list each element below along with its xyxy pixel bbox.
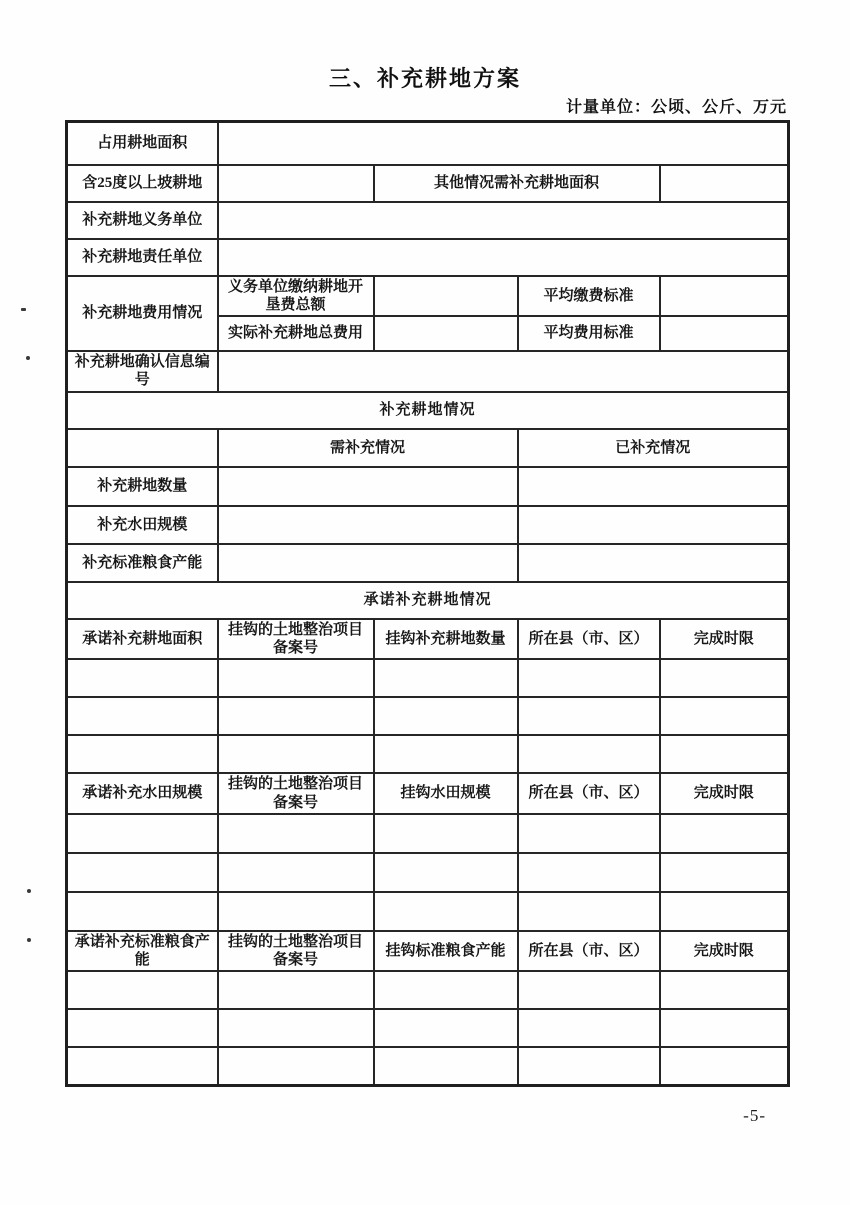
table-row: [67, 931, 789, 972]
commit-grain-county-label: 所在县（市、区）: [518, 931, 660, 972]
grain-needed-cell: [218, 544, 518, 582]
empty-cell: [218, 1009, 374, 1047]
confirm-number-value-cell: [218, 351, 789, 392]
avg-payment-label: 平均缴费标准: [518, 276, 660, 317]
empty-cell: [67, 971, 218, 1009]
scan-speck: [26, 356, 30, 360]
quantity-needed-cell: [218, 467, 518, 506]
table-row: [67, 619, 789, 660]
reclaim-fee-value-cell: [374, 276, 518, 317]
table-row: [67, 544, 789, 582]
table-row: [67, 853, 789, 892]
table-row: [67, 971, 789, 1009]
form-table: [65, 120, 790, 1087]
empty-cell: [218, 1047, 374, 1085]
empty-cell: [374, 892, 518, 931]
quantity-done-cell: [518, 467, 789, 506]
empty-cell: [218, 853, 374, 892]
empty-cell: [218, 659, 374, 697]
grain-done-cell: [518, 544, 789, 582]
commit-paddy-deadline-label: 完成时限: [660, 773, 789, 814]
empty-cell: [518, 971, 660, 1009]
empty-cell: [660, 697, 789, 735]
empty-cell: [374, 853, 518, 892]
scan-speck: [27, 938, 31, 942]
empty-cell: [518, 814, 660, 853]
commit-grain-label: 承诺补充标准粮食产能: [67, 931, 218, 972]
empty-cell: [518, 1009, 660, 1047]
slope25-value-cell: [218, 165, 374, 202]
empty-cell: [218, 697, 374, 735]
avg-cost-value-cell: [660, 316, 789, 351]
empty-cell: [660, 971, 789, 1009]
commitment-section-header: 承诺补充耕地情况: [67, 582, 789, 619]
empty-cell: [67, 697, 218, 735]
commit-grain-project-label: 挂钩的土地整治项目备案号: [218, 931, 374, 972]
commit-paddy-project-label: 挂钩的土地整治项目备案号: [218, 773, 374, 814]
empty-cell: [660, 814, 789, 853]
empty-cell: [374, 697, 518, 735]
table-row: [67, 735, 789, 773]
other-area-value-cell: [660, 165, 789, 202]
confirm-number-label: 补充耕地确认信息编号: [67, 351, 218, 392]
empty-cell: [374, 971, 518, 1009]
empty-cell: [660, 1009, 789, 1047]
scan-speck: [21, 308, 26, 311]
empty-cell: [67, 814, 218, 853]
responsible-unit-value-cell: [218, 239, 789, 276]
situation-corner-cell: [67, 429, 218, 467]
empty-cell: [660, 659, 789, 697]
commit-grain-linked-label: 挂钩标准粮食产能: [374, 931, 518, 972]
table-row: [67, 697, 789, 735]
commit-area-project-label: 挂钩的土地整治项目备案号: [218, 619, 374, 660]
empty-cell: [518, 697, 660, 735]
empty-cell: [374, 735, 518, 773]
empty-cell: [67, 853, 218, 892]
occupied-area-label: 占用耕地面积: [67, 122, 218, 165]
table-row: [67, 506, 789, 544]
commit-area-label: 承诺补充耕地面积: [67, 619, 218, 660]
scan-speck: [27, 889, 31, 893]
paddy-needed-cell: [218, 506, 518, 544]
page-number: -5-: [743, 1106, 766, 1125]
empty-cell: [218, 971, 374, 1009]
empty-cell: [218, 892, 374, 931]
empty-cell: [218, 735, 374, 773]
occupied-area-value-cell: [218, 122, 789, 165]
reclaim-fee-label: 义务单位缴纳耕地开垦费总额: [218, 276, 374, 317]
commit-area-county-label: 所在县（市、区）: [518, 619, 660, 660]
empty-cell: [518, 1047, 660, 1085]
empty-cell: [67, 659, 218, 697]
commit-area-deadline-label: 完成时限: [660, 619, 789, 660]
empty-cell: [660, 735, 789, 773]
slope25-label: 含25度以上坡耕地: [67, 165, 218, 202]
table-row: [67, 773, 789, 814]
empty-cell: [660, 853, 789, 892]
paddy-done-cell: [518, 506, 789, 544]
grain-label: 补充标准粮食产能: [67, 544, 218, 582]
table-row: [67, 659, 789, 697]
empty-cell: [374, 1009, 518, 1047]
done-column-header: 已补充情况: [518, 429, 789, 467]
empty-cell: [374, 1047, 518, 1085]
table-row: [67, 814, 789, 853]
table-row: [67, 1047, 789, 1085]
avg-cost-label: 平均费用标准: [518, 316, 660, 351]
commit-area-linked-label: 挂钩补充耕地数量: [374, 619, 518, 660]
actual-total-value-cell: [374, 316, 518, 351]
empty-cell: [518, 659, 660, 697]
empty-cell: [518, 892, 660, 931]
table-row: [67, 467, 789, 506]
empty-cell: [660, 892, 789, 931]
obligation-unit-value-cell: [218, 202, 789, 239]
empty-cell: [67, 892, 218, 931]
table-row: [67, 1009, 789, 1047]
table-row: [67, 892, 789, 931]
empty-cell: [660, 1047, 789, 1085]
responsible-unit-label: 补充耕地责任单位: [67, 239, 218, 276]
quantity-label: 补充耕地数量: [67, 467, 218, 506]
paddy-label: 补充水田规模: [67, 506, 218, 544]
unit-note: 计量单位：公顷、公斤、万元: [565, 99, 787, 116]
situation-section-header: 补充耕地情况: [67, 392, 789, 429]
empty-cell: [218, 814, 374, 853]
empty-cell: [518, 735, 660, 773]
commit-paddy-label: 承诺补充水田规模: [67, 773, 218, 814]
empty-cell: [374, 659, 518, 697]
obligation-unit-label: 补充耕地义务单位: [67, 202, 218, 239]
commit-paddy-linked-label: 挂钩水田规模: [374, 773, 518, 814]
actual-total-label: 实际补充耕地总费用: [218, 316, 374, 351]
cost-section-label: 补充耕地费用情况: [67, 276, 218, 352]
empty-cell: [518, 853, 660, 892]
page-title: 三、补充耕地方案: [328, 66, 521, 91]
empty-cell: [67, 1047, 218, 1085]
empty-cell: [67, 735, 218, 773]
other-area-label: 其他情况需补充耕地面积: [374, 165, 660, 202]
empty-cell: [67, 1009, 218, 1047]
empty-cell: [374, 814, 518, 853]
commit-paddy-county-label: 所在县（市、区）: [518, 773, 660, 814]
avg-payment-value-cell: [660, 276, 789, 317]
needed-column-header: 需补充情况: [218, 429, 518, 467]
commit-grain-deadline-label: 完成时限: [660, 931, 789, 972]
